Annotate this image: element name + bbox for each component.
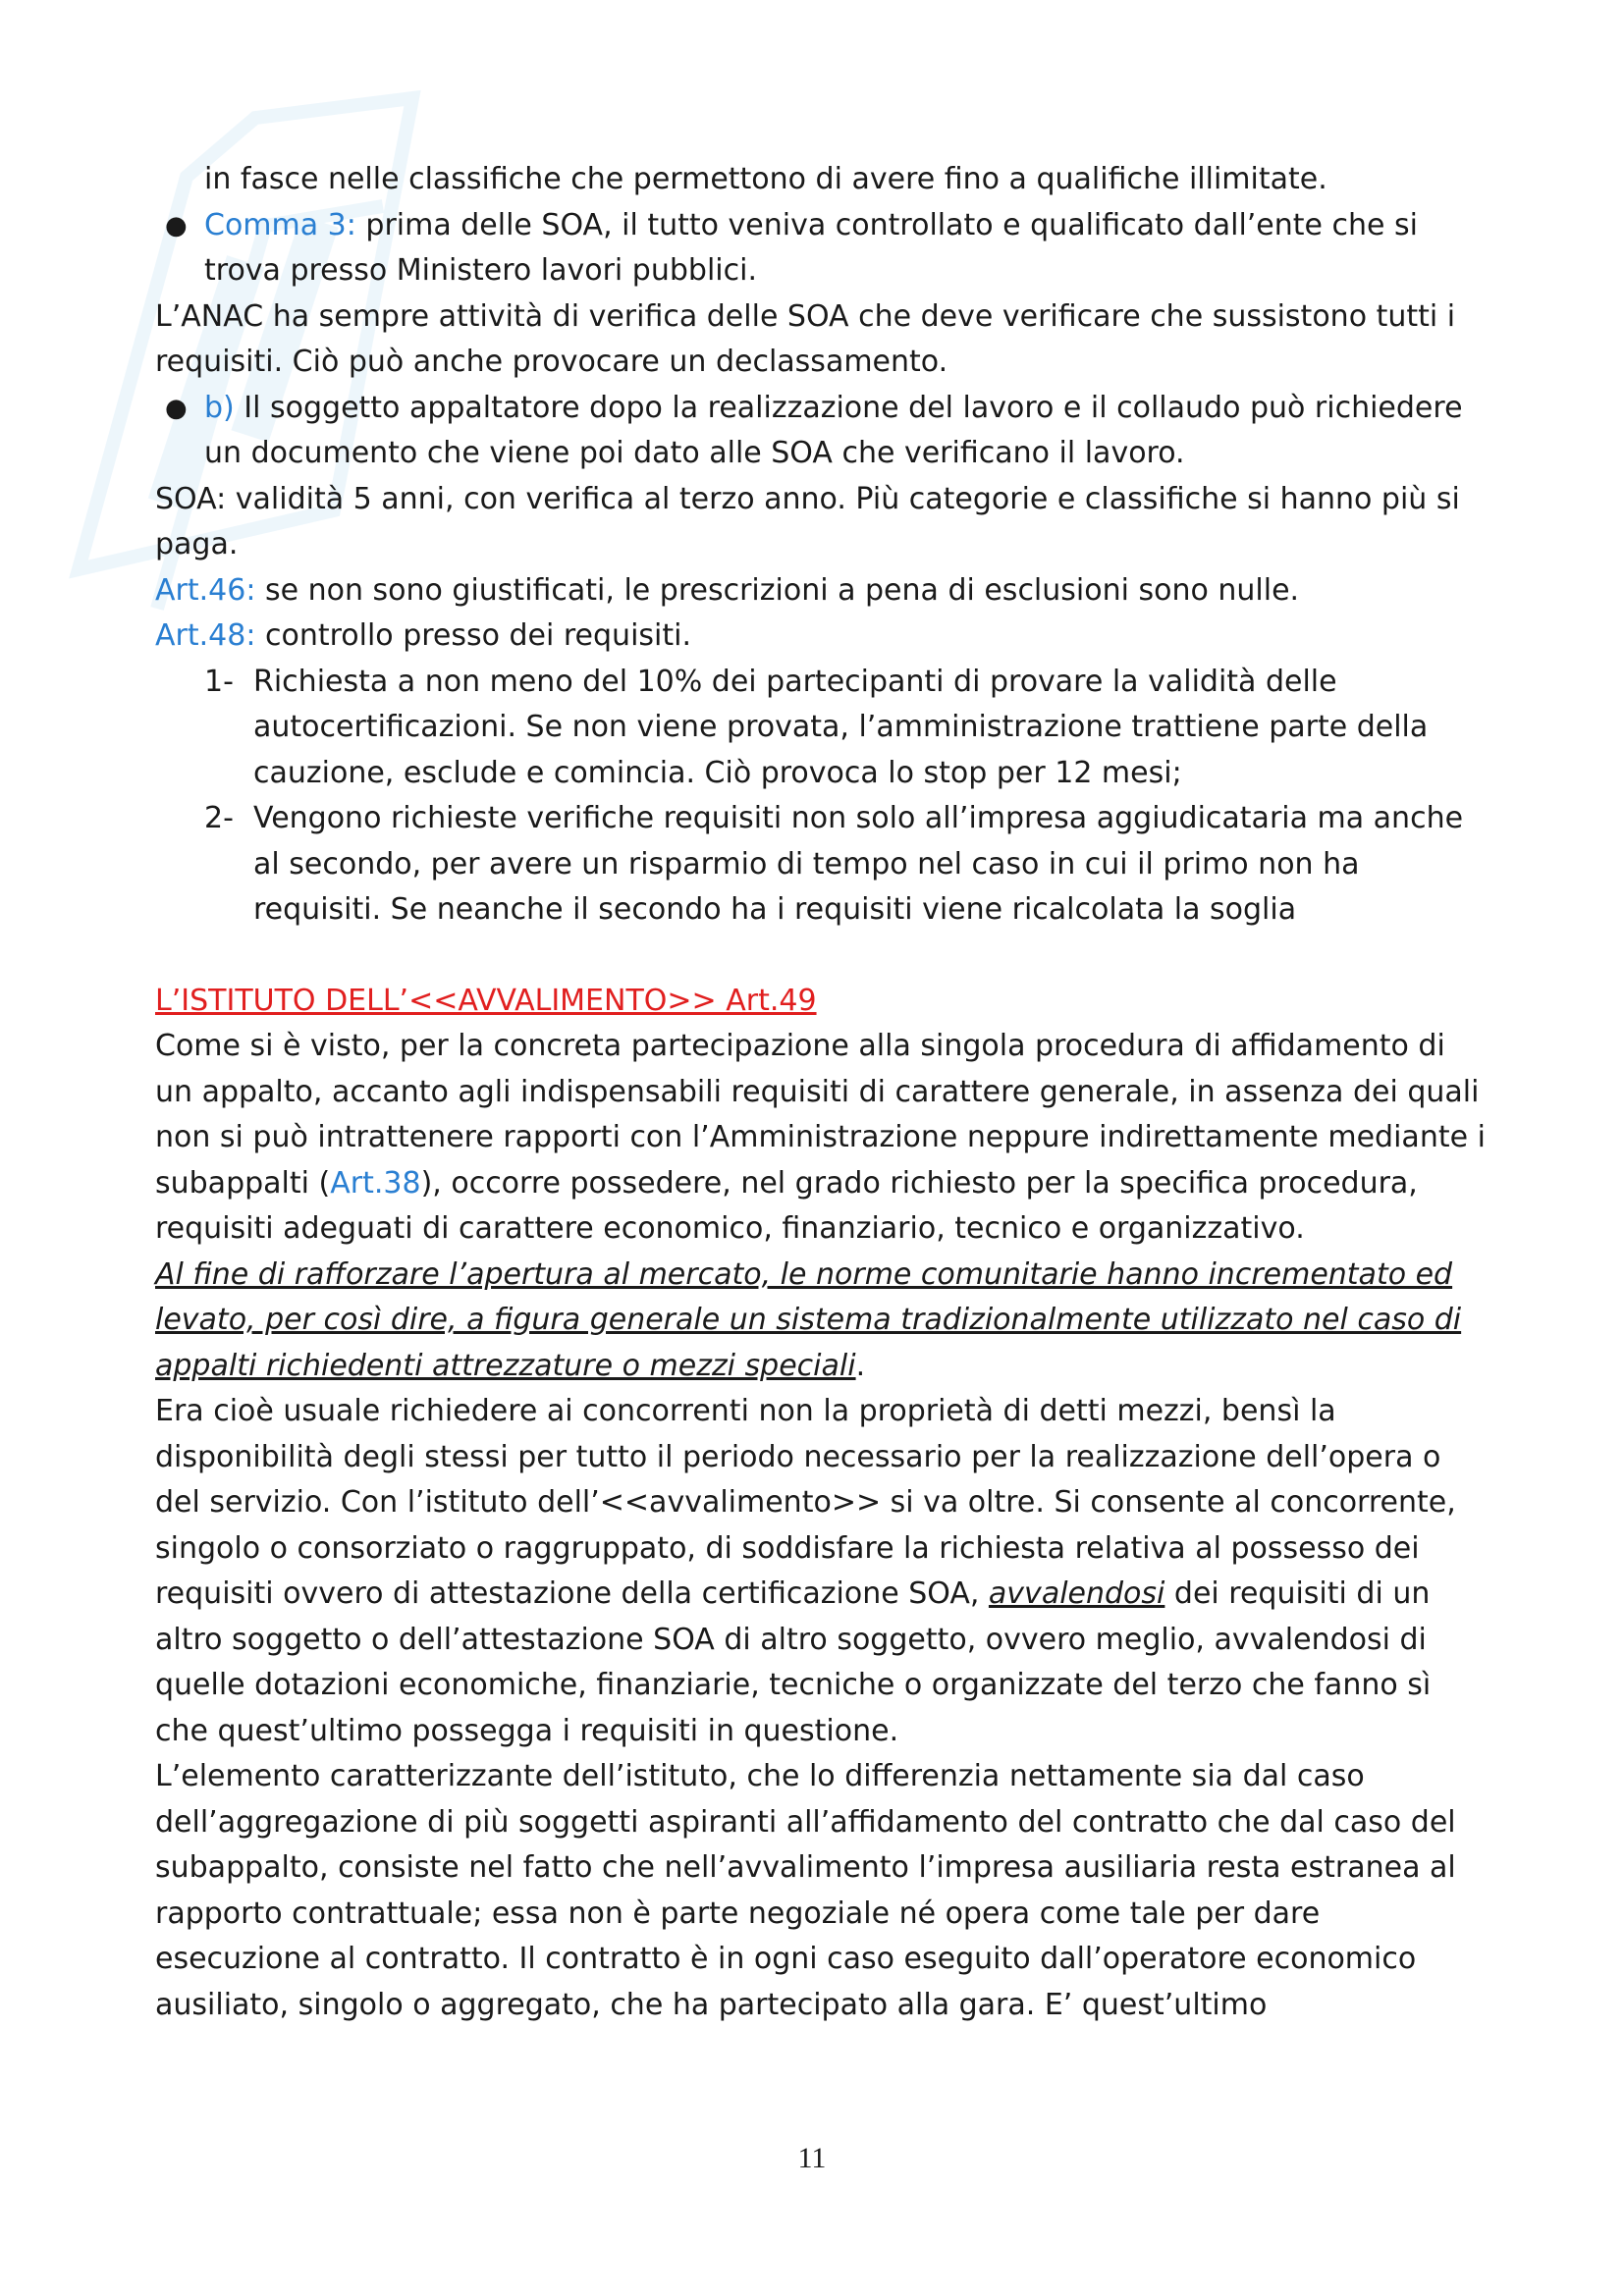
list-item [155, 796, 1490, 934]
b-label: b) [204, 390, 235, 425]
continuation-line: in fasce nelle classifiche che permettono di avere fino a qualifiche illimitate. [204, 162, 1327, 196]
bullet-comma-3 [155, 203, 1490, 294]
comma-3-label: Comma 3: [204, 207, 356, 242]
paragraph-1 [155, 1024, 1490, 1253]
paragraph-1-text: Come si è visto, per la concreta partecipazione alla singola procedura di affidamento di un appalto, accanto agli indispensabili requisiti di carattere generale, in assenza dei quali non si può intrattenere rapporti con l’Amministrazione neppure indirettamente mediante i subappalti ( [155, 1029, 1486, 1201]
page-number: 11 [797, 2142, 827, 2174]
b-text: Il soggetto appaltatore dopo la realizzazione del lavoro e il collaudo può richiedere un documento che viene poi dato alle SOA che verificano il lavoro. [204, 390, 1463, 470]
emphasized-text: Al fine di rafforzare l’apertura al mercato, le norme comunitarie hanno incrementato ed levato, per così dire, a figura generale un sistema tradizionalmente utilizzato nel caso di appalti richiedenti attrezzature o mezzi speciali [155, 1256, 1462, 1383]
soa-paragraph: SOA: validità 5 anni, con verifica al terzo anno. Più categorie e classifiche si hanno più si paga. [155, 481, 1460, 561]
paragraph-2-end: . [855, 1348, 866, 1383]
bullet-icon: ● [165, 393, 188, 423]
art48-line [155, 614, 1490, 660]
art48-text: controllo presso dei requisiti. [255, 618, 692, 653]
list-text: Richiesta a non meno del 10% dei partecipanti di provare la validità delle autocertificazioni. Se non viene provata, l’amministrazione trattiene parte della cauzione, esclude e comincia. Ciò provoca lo stop per 12 mesi; [253, 664, 1429, 790]
list-number: 1- [204, 664, 234, 699]
anac-paragraph: L’ANAC ha sempre attività di verifica delle SOA che deve verificare che sussistono tutti i requisiti. Ciò può anche provocare un declassamento. [155, 298, 1456, 379]
paragraph-2 [155, 1253, 1490, 1390]
bullet-b [155, 386, 1490, 477]
bullet-icon: ● [165, 210, 188, 240]
paragraph-3 [155, 1389, 1490, 1754]
paragraph-3-text-end: dei requisiti di un altro soggetto o dell’attestazione SOA di altro soggetto, ovvero meglio, avvalendosi di quelle dotazioni economiche, finanziarie, tecniche o organizzate del terzo che fanno sì che quest’ultimo possegga i requisiti in questione. [155, 1576, 1432, 1748]
comma-3-text: prima delle SOA, il tutto veniva controllato e qualificato dall’ente che si trova presso Ministero lavori pubblici. [204, 207, 1419, 288]
art46-text: se non sono giustificati, le prescrizioni a pena di esclusioni sono nulle. [255, 572, 1300, 608]
paragraph-4: L’elemento caratterizzante dell’istituto, che lo differenzia nettamente sia dal caso dell’aggregazione di più soggetti aspiranti all’affidamento del contratto che dal caso del subappalto, consiste nel fatto che nell’avvalimento l’impresa ausiliaria resta estranea al rapporto contrattuale; essa non è parte negoziale né opera come tale per dare esecuzione al contratto. Il contratto è in ogni caso eseguito dall’operatore economico ausiliato, singolo o aggregato, che ha partecipato alla gara. E’ quest’ultimo [155, 1759, 1456, 2022]
art38-reference: Art.38 [330, 1165, 421, 1201]
paragraph-3-text: Era cioè usuale richiedere ai concorrenti non la proprietà di detti mezzi, bensì la disponibilità degli stessi per tutto il periodo necessario per la realizzazione dell’opera o del servizio. Con l’istituto dell’<<avvalimento>> si va oltre. Si consente al concorrente, singolo o consorziato o raggruppato, di soddisfare la richiesta relativa al possesso dei requisiti ovvero di attestazione della certificazione SOA, [155, 1394, 1456, 1611]
art48-label: Art.48: [155, 618, 256, 653]
art46-line [155, 568, 1490, 614]
document-body [155, 157, 1490, 2028]
list-number: 2- [204, 801, 234, 835]
emphasized-word: avvalendosi [988, 1576, 1165, 1611]
paragraph-1-text-end: ), occorre possedere, nel grado richiesto per la specifica procedura, requisiti adeguati di carattere economico, finanziario, tecnico e organizzativo. [155, 1165, 1418, 1246]
art46-label: Art.46: [155, 572, 256, 608]
list-item [155, 660, 1490, 797]
list-text: Vengono richieste verifiche requisiti non solo all’impresa aggiudicataria ma anche al secondo, per avere un risparmio di tempo nel caso in cui il primo non ha requisiti. Se neanche il secondo ha i requisiti viene ricalcolata la soglia [253, 801, 1464, 927]
section-heading: L’ISTITUTO DELL’<<AVVALIMENTO>> Art.49 [155, 983, 817, 1018]
